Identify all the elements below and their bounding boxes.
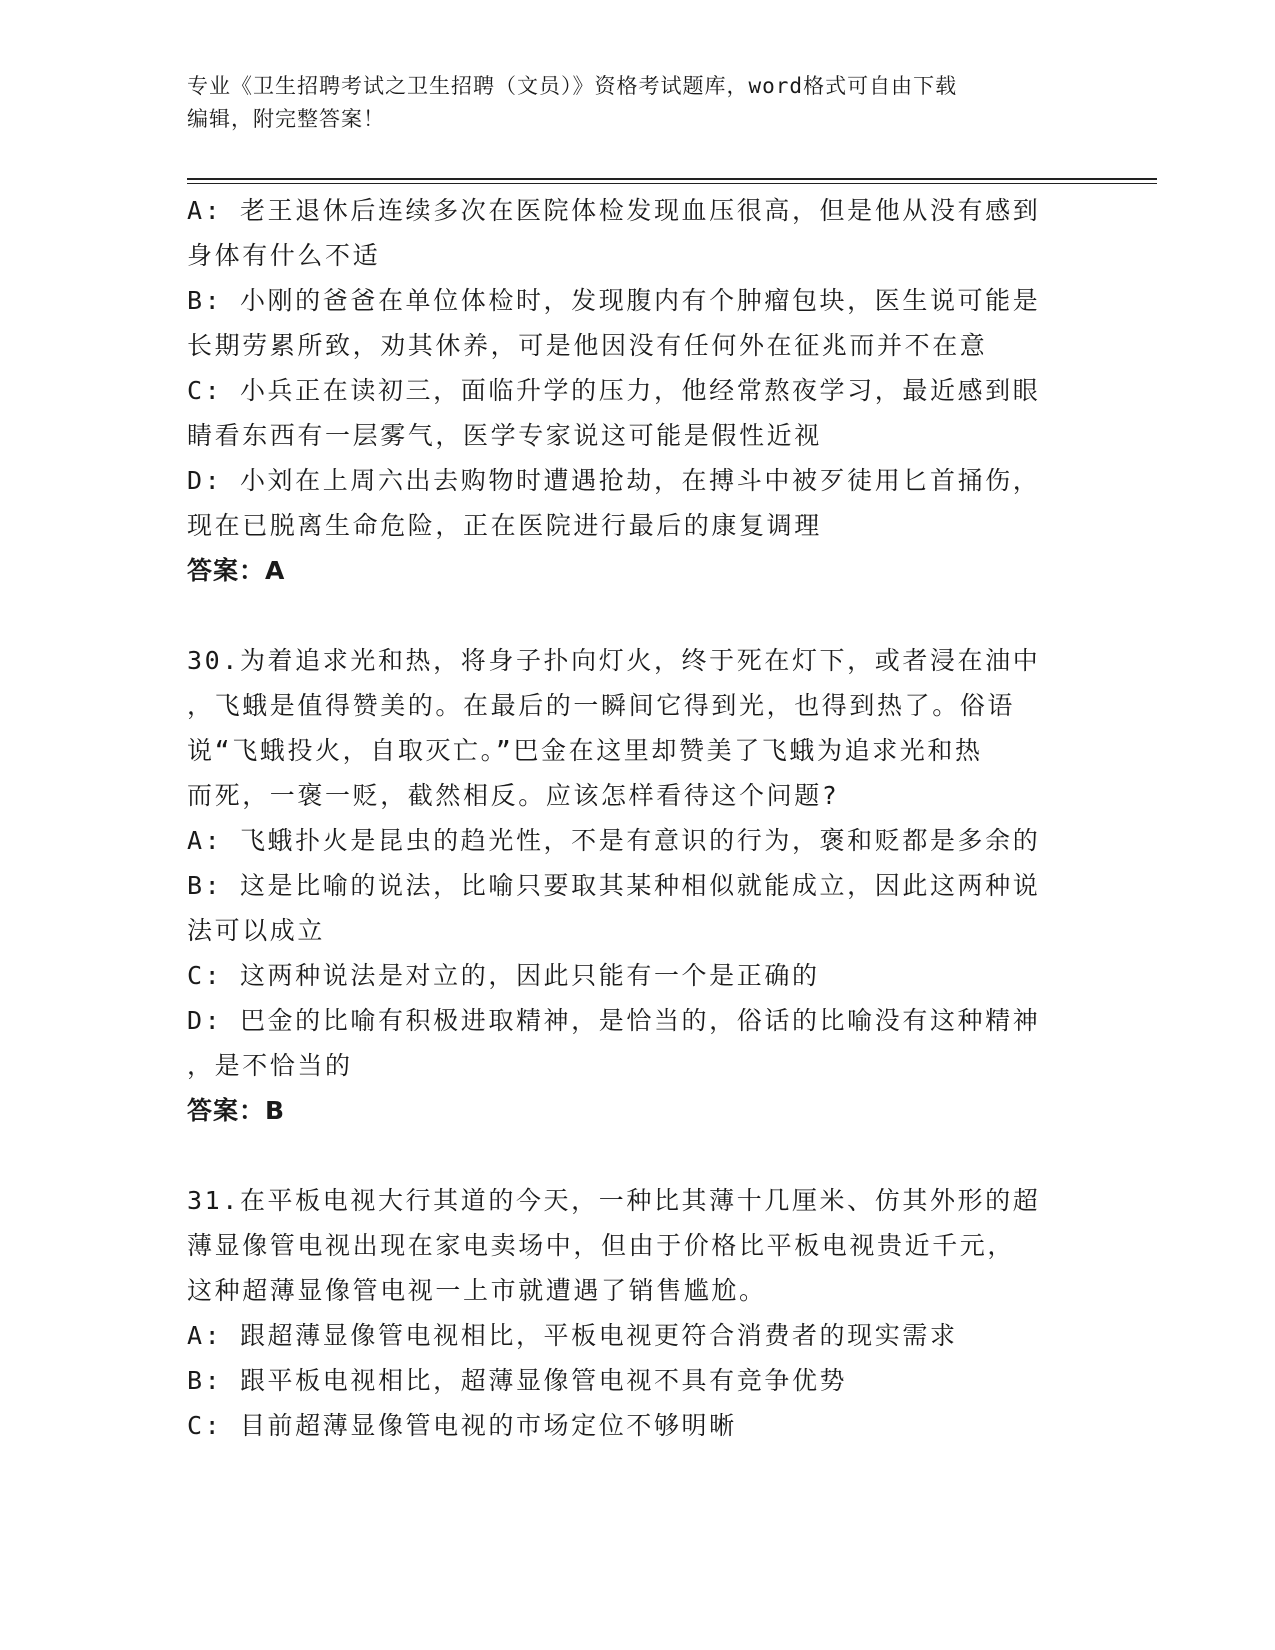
q29-option-b (187, 278, 1087, 368)
text-line: C: 这两种说法是对立的，因此只能有一个是正确的 (187, 961, 820, 990)
text-line: A: 飞蛾扑火是昆虫的趋光性，不是有意识的行为，褒和贬都是多余的 (187, 826, 1041, 855)
text-line: A: 老王退休后连续多次在医院体检发现血压很高，但是他从没有感到 (187, 196, 1041, 225)
text-line: 说“飞蛾投火，自取灭亡。”巴金在这里却赞美了飞蛾为追求光和热 (187, 736, 983, 765)
q30-stem (187, 638, 1087, 818)
q31-option-c (187, 1403, 1087, 1448)
text-line: 31.在平板电视大行其道的今天，一种比其薄十几厘米、仿其外形的超 (187, 1186, 1041, 1215)
q29-answer: 答案：A (187, 556, 286, 585)
q29-option-c (187, 368, 1087, 458)
header-divider-thick (187, 178, 1157, 180)
q30-option-d (187, 998, 1087, 1088)
text-line: B: 小刚的爸爸在单位体检时，发现腹内有个肿瘤包块，医生说可能是 (187, 286, 1041, 315)
q30-answer: 答案：B (187, 1096, 286, 1125)
q31-stem (187, 1178, 1087, 1313)
text-line: A: 跟超薄显像管电视相比，平板电视更符合消费者的现实需求 (187, 1321, 958, 1350)
q29-option-d (187, 458, 1087, 548)
header-line-1: 专业《卫生招聘考试之卫生招聘（文员）》资格考试题库，word格式可自由下载 (187, 74, 958, 98)
header-line-2: 编辑，附完整答案！ (187, 107, 385, 131)
text-line: B: 跟平板电视相比，超薄显像管电视不具有竞争优势 (187, 1366, 848, 1395)
text-line: B: 这是比喻的说法，比喻只要取其某种相似就能成立，因此这两种说 (187, 871, 1041, 900)
text-line: 身体有什么不适 (187, 241, 381, 270)
text-line: D: 小刘在上周六出去购物时遭遇抢劫，在搏斗中被歹徒用匕首捅伤， (187, 466, 1041, 495)
spacer (187, 1133, 1087, 1178)
text-line: 30.为着追求光和热，将身子扑向灯火，终于死在灯下，或者浸在油中 (187, 646, 1041, 675)
header-divider-thin (187, 183, 1157, 184)
text-line: ，飞蛾是值得赞美的。在最后的一瞬间它得到光，也得到热了。俗语 (187, 691, 1016, 720)
text-line: 法可以成立 (187, 916, 326, 945)
text-line: C: 小兵正在读初三，面临升学的压力，他经常熬夜学习，最近感到眼 (187, 376, 1041, 405)
text-line: 长期劳累所致，劝其休养，可是他因没有任何外在征兆而并不在意 (187, 331, 988, 360)
q30-option-c (187, 953, 1087, 998)
q30-option-b (187, 863, 1087, 953)
text-line: 睛看东西有一层雾气，医学专家说这可能是假性近视 (187, 421, 822, 450)
q31-option-b (187, 1358, 1087, 1403)
question-29 (187, 188, 1087, 593)
text-line: 这种超薄显像管电视一上市就遭遇了销售尴尬。 (187, 1276, 767, 1305)
spacer (187, 593, 1087, 638)
question-31 (187, 1178, 1087, 1448)
q29-option-a (187, 188, 1087, 278)
text-line: 现在已脱离生命危险，正在医院进行最后的康复调理 (187, 511, 822, 540)
text-line: D: 巴金的比喻有积极进取精神，是恰当的，俗话的比喻没有这种精神 (187, 1006, 1041, 1035)
question-30 (187, 638, 1087, 1133)
document-header (187, 70, 1067, 136)
text-line: 而死，一褒一贬，截然相反。应该怎样看待这个问题? (187, 781, 840, 810)
text-line: C: 目前超薄显像管电视的市场定位不够明晰 (187, 1411, 737, 1440)
document-body (187, 188, 1087, 1448)
text-line: 薄显像管电视出现在家电卖场中，但由于价格比平板电视贵近千元， (187, 1231, 1016, 1260)
q30-option-a (187, 818, 1087, 863)
text-line: ，是不恰当的 (187, 1051, 353, 1080)
q31-option-a (187, 1313, 1087, 1358)
